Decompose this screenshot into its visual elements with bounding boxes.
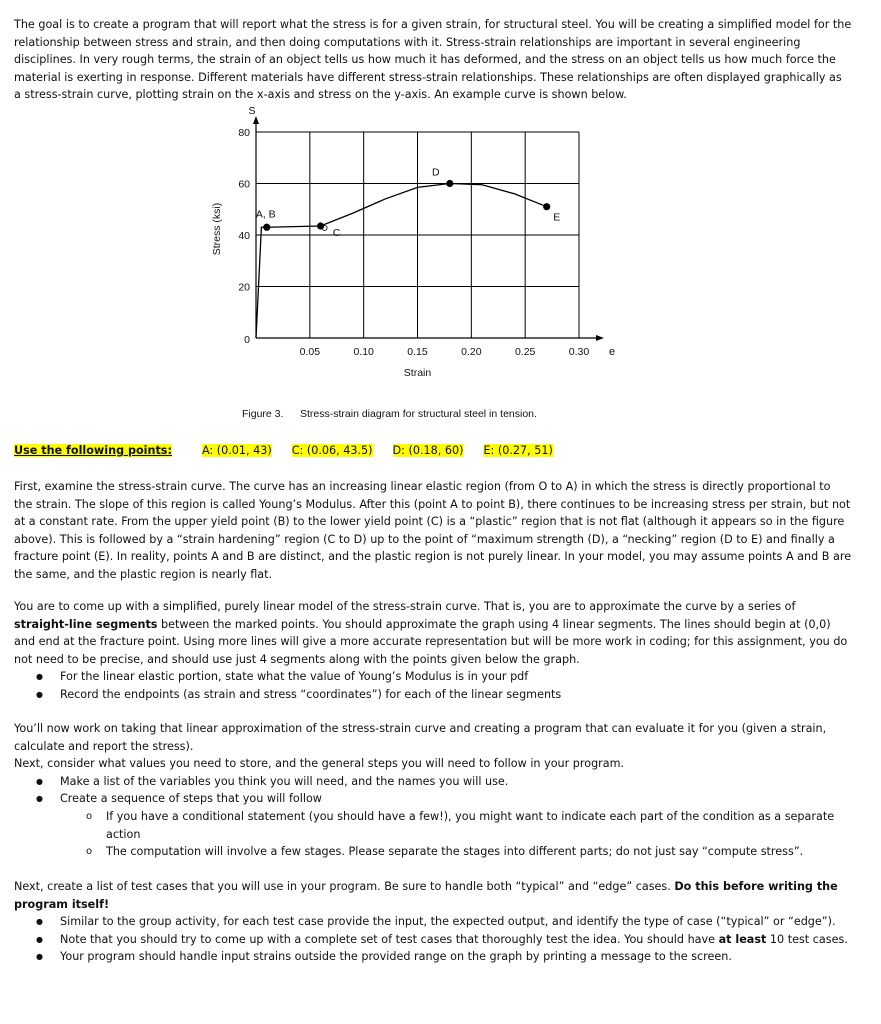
text-run: 10 test cases. [766, 932, 848, 946]
point-label: A, B [255, 208, 276, 221]
linear-model-bullets [14, 668, 852, 703]
data-point [263, 224, 270, 231]
test-cases-bullets [14, 913, 852, 966]
linear-model-paragraph [14, 598, 852, 668]
x-tick-label: 0.25 [514, 346, 536, 358]
chart-points [256, 167, 560, 239]
y-axis-symbol: S [248, 105, 256, 117]
x-tick-label: 0.05 [299, 346, 321, 358]
point-c: C: (0.06, 43.5) [291, 444, 373, 457]
origin-label: 0 [244, 334, 250, 346]
program-bullets [14, 773, 852, 808]
list-item [14, 931, 852, 949]
point-d: D: (0.18, 60) [392, 444, 464, 457]
y-axis-label: Stress (ksi) [211, 202, 223, 256]
text-run: You are to come up with a simplified, purely linear model of the stress-strain curve. That is, you are to approximate the curve by a series of [14, 600, 796, 613]
chart-curve [256, 184, 547, 339]
point-e: E: (0.27, 51) [483, 444, 553, 457]
x-tick-label: 0.15 [407, 346, 428, 358]
intro-paragraph: The goal is to create a program that will report what the stress is for a given strain, for structural steel. You will be creating a simplified model for the relationship between stress and strain, and then doing computations with it. Stress-strain relationships are important in several engineering disciplines. In very rough terms, the strain of an object tells us how much it has deformed, and the stress on an object tells us how much force the material is exerting in response. Different materials have different stress-strain relationships. These relationships are often displayed graphically as a stress-strain curve, plotting strain on the x-axis and stress on the y-axis. An example curve is shown below. [14, 18, 852, 102]
chart-axes [253, 116, 604, 341]
chart-ticks [238, 127, 589, 358]
list-item: ● Make a list of the variables you think you will need, and the names you will use. [14, 773, 852, 791]
bold-run: at least [718, 932, 767, 946]
y-axis-arrow [253, 116, 259, 124]
program-section [14, 720, 852, 861]
y-tick-label: 40 [238, 230, 250, 242]
program-paragraph-2: Next, consider what values you need to store, and the general steps you will need to follow in your program. [14, 757, 625, 771]
list-item: ● Create a sequence of steps that you will follow [14, 790, 852, 808]
figure-number: Figure 3. [242, 408, 284, 420]
list-item: ● Record the endpoints (as strain and stress “coordinates”) for each of the linear segments [14, 686, 852, 704]
stress-strain-line [256, 184, 547, 339]
y-tick-label: 80 [238, 127, 250, 139]
x-axis-label: Strain [403, 367, 432, 379]
x-tick-label: 0.30 [568, 346, 590, 358]
list-item: ● Your program should handle input strains outside the provided range on the graph by printing a message to the screen. [14, 948, 852, 966]
chart-grid [256, 132, 579, 338]
test-cases-paragraph [14, 878, 852, 913]
bold-run: Do this before writing the program itself! [14, 880, 838, 911]
curve-explanation-paragraph: First, examine the stress-strain curve. The curve has an increasing linear elastic region (from O to A) in which the stress is directly proportional to the strain. The slope of this region is called Young’s Modulus. After this (point A to point B), there continues to be increasing stress per strain, but not at a constant rate. From the upper yield point (B) to the lower yield point (C) is a “plastic” region that is not flat (although it appears so in the figure above). This is followed by a “strain hardening” region (C to D) up to the point of “maximum strength (D), a “necking” region (D to E) and finally a fracture point (E). In reality, points A and B are distinct, and the plastic region is not purely linear. In your model, you may assume points A and B are the same, and the plastic region is nearly flat. [14, 480, 852, 581]
stress-strain-chart [190, 104, 650, 434]
points-label: Use the following points: [14, 444, 172, 457]
text-run: between the marked points. You should approximate the graph using 4 linear segments. The lines should begin at (0,0) and end at the fracture point. Using more lines will give a more accurate representation but will be more work in coding; for this assignment, you do not need to be precise, and should use just 4 segments along with the points given below the graph. [14, 617, 848, 666]
chart-svg [190, 104, 650, 434]
test-cases-section [14, 878, 852, 966]
linear-model-section [14, 598, 852, 704]
list-item: ● Similar to the group activity, for each test case provide the input, the expected output, and identify the type of case (“typical” or “edge”). [14, 913, 852, 931]
list-item: o If you have a conditional statement (you should have a few!), you might want to indicate each part of the condition as a separate action [14, 808, 852, 843]
text-run: Next, create a list of test cases that you will use in your program. Be sure to handle both “typical” and “edge” cases. [14, 880, 675, 893]
data-point [446, 180, 453, 187]
program-sub-bullets [14, 808, 852, 861]
point-label: D [432, 166, 440, 179]
point-label: C [332, 226, 341, 239]
x-tick-label: 0.10 [353, 346, 374, 358]
bold-run: straight-line segments [14, 617, 158, 631]
text-run: Note that you should try to come up with a complete set of test cases that thoroughly test the idea. You should have [60, 932, 719, 946]
point-label: E [553, 211, 561, 224]
program-paragraph: You’ll now work on taking that linear approximation of the stress-strain curve and creating a program that can evaluate it for you (given a strain, calculate and report the stress). [14, 722, 827, 753]
point-a: A: (0.01, 43) [201, 444, 272, 457]
list-item: o The computation will involve a few stages. Please separate the stages into different parts; do not just say “compute stress”. [14, 843, 852, 861]
list-item: ● For the linear elastic portion, state what the value of Young’s Modulus is in your pdf [14, 668, 852, 686]
y-tick-label: 20 [238, 281, 250, 294]
points-line [14, 442, 852, 460]
y-tick-label: 60 [238, 178, 250, 191]
x-tick-label: 0.20 [461, 346, 482, 358]
x-axis-symbol: e [608, 346, 616, 358]
figure-caption: Stress-strain diagram for structural steel in tension. [300, 408, 537, 420]
data-point [543, 203, 550, 210]
x-axis-arrow [596, 335, 604, 341]
